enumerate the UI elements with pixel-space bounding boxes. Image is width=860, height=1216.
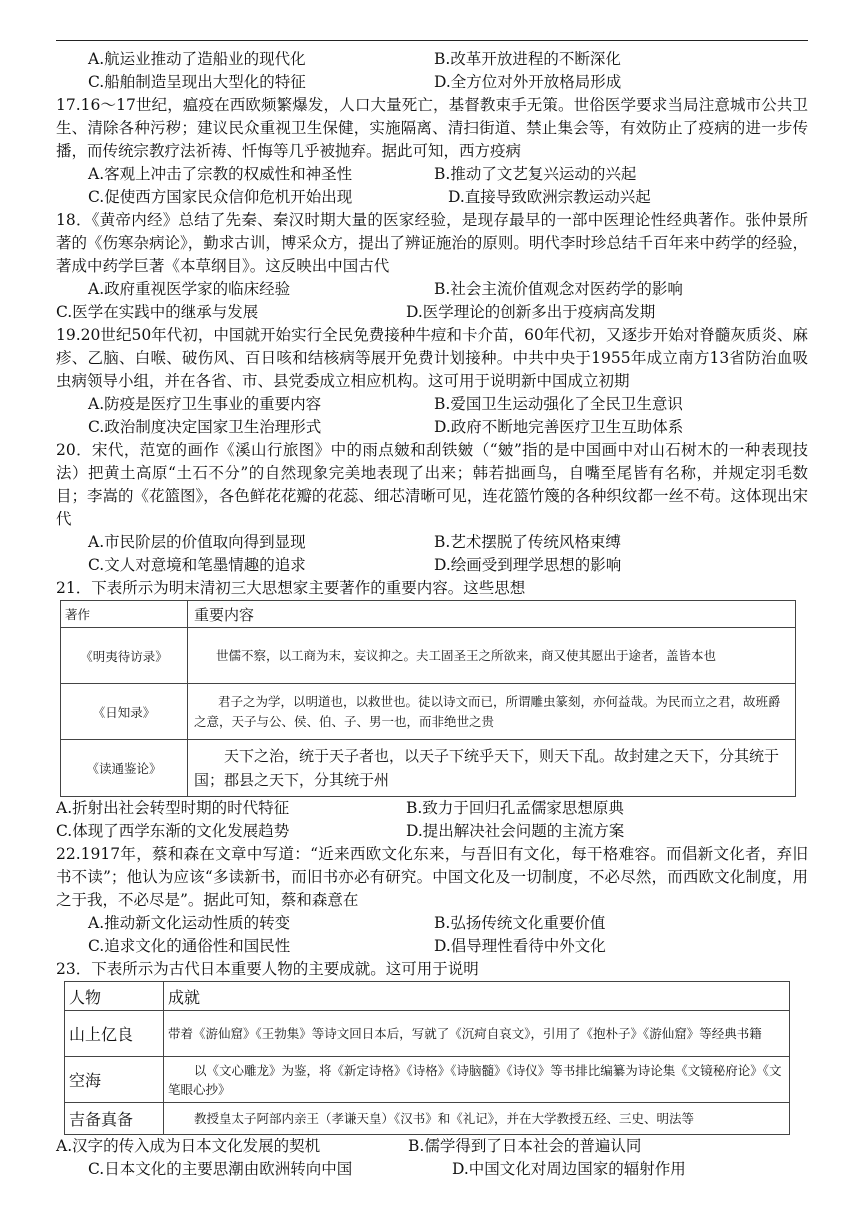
q21-option-d[interactable]: D.提出解决社会问题的主流方案 xyxy=(406,822,625,840)
q19-option-a[interactable]: A.防疫是医疗卫生事业的重要内容 xyxy=(88,395,322,413)
table-header-row xyxy=(61,601,796,628)
table-cell-achievement: 带着《游仙窟》《王勃集》等诗文回日本后，写就了《沉疴自哀文》，引用了《抱朴子》《游仙窟》等经典书籍 xyxy=(164,1011,790,1057)
q20-option-a[interactable]: A.市民阶层的价值取向得到显现 xyxy=(88,533,306,551)
table-row xyxy=(61,684,796,740)
q16-option-d[interactable]: D.全方位对外开放格局形成 xyxy=(434,73,622,91)
table-row xyxy=(61,628,796,684)
table-cell-person: 吉备真备 xyxy=(65,1103,164,1135)
q16-options-row2 xyxy=(56,71,808,94)
table-cell-work: 《日知录》 xyxy=(61,684,188,740)
q21-options-row2 xyxy=(56,820,808,843)
exam-page xyxy=(56,48,808,1181)
q19-option-b[interactable]: B.爱国卫生运动强化了全民卫生意识 xyxy=(434,395,683,413)
q19-option-d[interactable]: D.政府不断地完善医疗卫生互助体系 xyxy=(434,418,684,436)
q21-table xyxy=(60,600,796,797)
table-cell-content: 天下之治，统于天子者也，以天子下统乎天下，则天下乱。故封建之天下，分其统于国；郡县之天下，分其统于州 xyxy=(188,740,796,797)
q22-options-row2 xyxy=(56,935,808,958)
q21-option-b[interactable]: B.致力于回归孔孟儒家思想原典 xyxy=(406,799,624,817)
q18-options-row2 xyxy=(56,301,808,324)
table-row xyxy=(65,1011,790,1057)
q19-options-row2 xyxy=(56,416,808,439)
table-row xyxy=(65,1103,790,1135)
q20-stem: 20．宋代，范宽的画作《溪山行旅图》中的雨点皴和刮铁皴（“皴”指的是中国画中对山石树木的一种表现技法）把黄土高原“土石不分”的自然现象完美地表现了出来；韩若拙画鸟，自嘴至尾皆有名称，并规定羽毛数目；李嵩的《花篮图》，各色鲜花花瓣的花蕊、细芯清晰可见，连花篮竹篾的各种织纹都一丝不苟。这体现出宋代 xyxy=(56,441,808,528)
q21-option-a[interactable]: A.折射出社会转型时期的时代特征 xyxy=(56,799,290,817)
q23-options-row2 xyxy=(56,1158,808,1181)
q21-option-c[interactable]: C.体现了西学东渐的文化发展趋势 xyxy=(56,822,290,840)
top-rule xyxy=(56,40,808,41)
q17-options-row1 xyxy=(56,163,808,186)
q22-options-row1 xyxy=(56,912,808,935)
table-header-work: 著作 xyxy=(61,601,188,628)
table-header-row xyxy=(65,982,790,1011)
q21-options-row1 xyxy=(56,797,808,820)
q19-stem: 19.20世纪50年代初，中国就开始实行全民免费接种牛痘和卡介苗，60年代初，又逐步开始对脊髓灰质炎、麻疹、乙脑、白喉、破伤风、百日咳和结核病等展开免费计划接种。中共中央于1955年成立南方13省防治血吸虫病领导小组，并在各省、市、县党委成立相应机构。这可用于说明新中国成立初期 xyxy=(56,326,808,390)
table-row xyxy=(61,740,796,797)
q20-options-row2 xyxy=(56,554,808,577)
q18-option-a[interactable]: A.政府重视医学家的临床经验 xyxy=(88,280,291,298)
q22-option-c[interactable]: C.追求文化的通俗性和国民性 xyxy=(88,937,291,955)
q17-option-b[interactable]: B.推动了文艺复兴运动的兴起 xyxy=(434,165,637,183)
table-header-achievement: 成就 xyxy=(164,982,790,1011)
q17-option-a[interactable]: A.客观上冲击了宗教的权威性和神圣性 xyxy=(88,165,353,183)
table-cell-content: 君子之为学，以明道也，以救世也。徒以诗文而已，所谓雕虫篆刻，亦何益哉。为民而立之君，故班爵之意，天子与公、侯、伯、子、男一也，而非绝世之贵 xyxy=(188,684,796,740)
q23-option-c[interactable]: C.日本文化的主要思潮由欧洲转向中国 xyxy=(88,1160,353,1178)
table-header-person: 人物 xyxy=(65,982,164,1011)
q16-options-row1 xyxy=(56,48,808,71)
q23-stem: 23．下表所示为古代日本重要人物的主要成就。这可用于说明 xyxy=(56,960,479,978)
table-row xyxy=(65,1057,790,1103)
table-cell-work: 《明夷待访录》 xyxy=(61,628,188,684)
q18-stem: 18．《黄帝内经》总结了先秦、秦汉时期大量的医家经验，是现存最早的一部中医理论性经典著作。张仲景所著的《伤寒杂病论》，勤求古训，博采众方，提出了辨证施治的原则。明代李时珍总结千百年来中药学的经验，著成中药学巨著《本草纲目》。这反映出中国古代 xyxy=(56,211,808,275)
q18-options-row1 xyxy=(56,278,808,301)
table-cell-achievement: 以《文心雕龙》为鉴，将《新定诗格》《诗格》《诗脑髓》《诗仪》等书排比编纂为诗论集《文镜秘府论》《文笔眼心抄》 xyxy=(164,1057,790,1103)
q18-option-d[interactable]: D.医学理论的创新多出于疫病高发期 xyxy=(406,303,656,321)
q17-option-c[interactable]: C.促使西方国家民众信仰危机开始出现 xyxy=(88,188,353,206)
table-cell-achievement: 教授皇太子阿部内亲王（孝谦天皇）《汉书》和《礼记》，并在大学教授五经、三史、明法等 xyxy=(164,1103,790,1135)
q23-option-b[interactable]: B.儒学得到了日本社会的普遍认同 xyxy=(408,1137,642,1155)
q16-option-a[interactable]: A.航运业推动了造船业的现代化 xyxy=(88,50,306,68)
q18-option-b[interactable]: B.社会主流价值观念对医药学的影响 xyxy=(434,280,683,298)
q23-table xyxy=(64,981,790,1135)
q16-option-b[interactable]: B.改革开放进程的不断深化 xyxy=(434,50,621,68)
table-header-content: 重要内容 xyxy=(188,601,796,628)
q20-option-c[interactable]: C.文人对意境和笔墨情趣的追求 xyxy=(88,556,306,574)
q21-stem: 21．下表所示为明末清初三大思想家主要著作的重要内容。这些思想 xyxy=(56,579,526,597)
q17-option-d[interactable]: D.直接导致欧洲宗教运动兴起 xyxy=(448,188,651,206)
q20-option-b[interactable]: B.艺术摆脱了传统风格束缚 xyxy=(434,533,621,551)
q22-option-a[interactable]: A.推动新文化运动性质的转变 xyxy=(88,914,291,932)
q22-stem: 22.1917年，蔡和森在文章中写道：“近来西欧文化东来，与吾旧有文化，每干格难容。而倡新文化者，弃旧书不读”；他认为应该“多读新书，而旧书亦必有研究。中国文化及一切制度，不必尽然，而西欧文化制度，用之于我，不必尽是”。据此可知，蔡和森意在 xyxy=(56,845,808,909)
q23-option-a[interactable]: A.汉字的传入成为日本文化发展的契机 xyxy=(56,1137,321,1155)
table-cell-content: 世儒不察，以工商为末，妄议抑之。夫工固圣王之所欲来，商又使其愿出于途者，盖皆本也 xyxy=(188,628,796,684)
q23-options-row1 xyxy=(56,1135,808,1158)
q20-option-d[interactable]: D.绘画受到理学思想的影响 xyxy=(434,556,622,574)
q16-option-c[interactable]: C.船舶制造呈现出大型化的特征 xyxy=(88,73,306,91)
table-cell-work: 《读通鉴论》 xyxy=(61,740,188,797)
table-cell-person: 空海 xyxy=(65,1057,164,1103)
q17-stem: 17.16～17世纪，瘟疫在西欧频繁爆发，人口大量死亡，基督教束手无策。世俗医学要求当局注意城市公共卫生、清除各种污秽；建议民众重视卫生保健，实施隔离、清扫街道、禁止集会等，有效防止了疫病的进一步传播，而传统宗教疗法祈祷、忏悔等几乎被抛弃。据此可知，西方疫病 xyxy=(56,96,808,160)
q19-options-row1 xyxy=(56,393,808,416)
q20-options-row1 xyxy=(56,531,808,554)
q17-options-row2 xyxy=(56,186,808,209)
q23-option-d[interactable]: D.中国文化对周边国家的辐射作用 xyxy=(452,1160,686,1178)
q22-option-d[interactable]: D.倡导理性看待中外文化 xyxy=(434,937,606,955)
q19-option-c[interactable]: C.政治制度决定国家卫生治理形式 xyxy=(88,418,322,436)
q18-option-c[interactable]: C.医学在实践中的继承与发展 xyxy=(56,303,259,321)
q22-option-b[interactable]: B.弘扬传统文化重要价值 xyxy=(434,914,606,932)
table-cell-person: 山上亿良 xyxy=(65,1011,164,1057)
